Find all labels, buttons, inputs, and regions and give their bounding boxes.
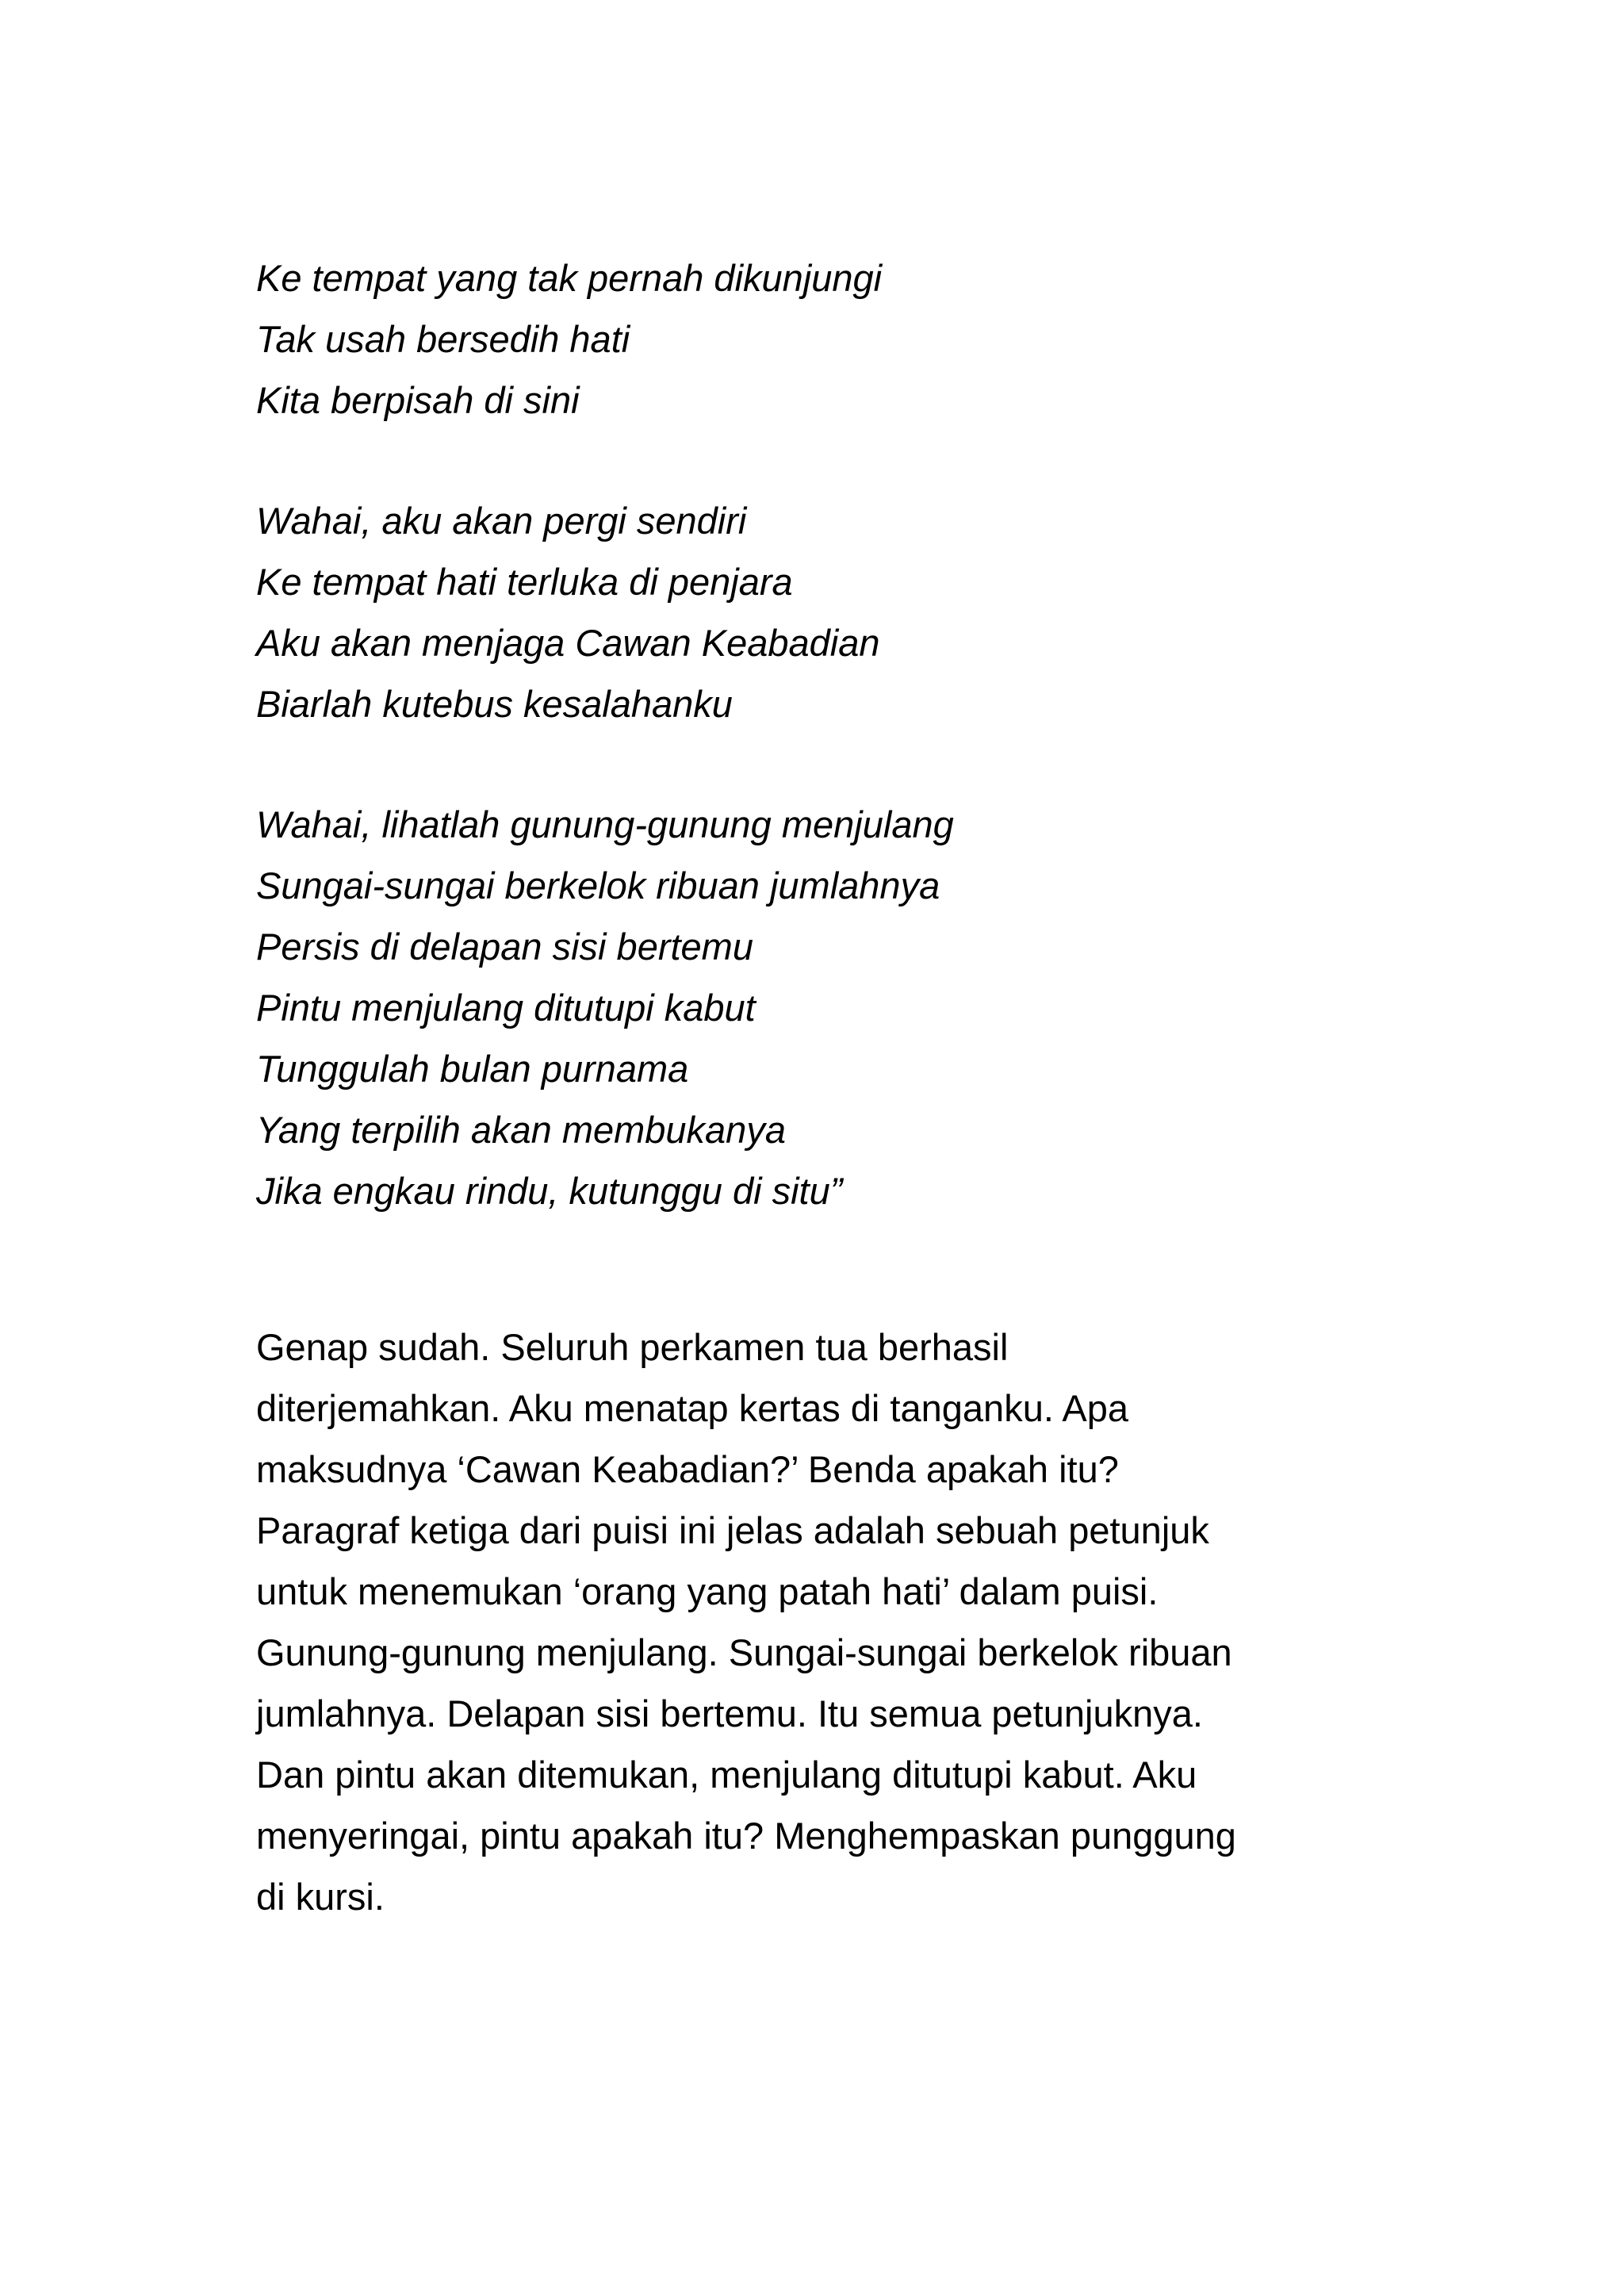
paragraph-line: menyeringai, pintu apakah itu? Menghempaskan punggung xyxy=(256,1815,1236,1857)
poem-line: Pintu menjulang ditutupi kabut xyxy=(256,987,756,1029)
paragraph-line: Paragraf ketiga dari puisi ini jelas adalah sebuah petunjuk xyxy=(256,1509,1209,1551)
poem-line: Tunggulah bulan purnama xyxy=(256,1048,689,1090)
poem-stanza-1 xyxy=(256,247,1446,431)
body-paragraph xyxy=(256,1317,1430,1927)
poem-line: Ke tempat yang tak pernah dikunjungi xyxy=(256,257,883,299)
paragraph-line: di kursi. xyxy=(256,1876,385,1918)
poem-line: Persis di delapan sisi bertemu xyxy=(256,926,753,968)
poem-line: Sungai-sungai berkelok ribuan jumlahnya xyxy=(256,864,940,907)
poem-line: Yang terpilih akan membukanya xyxy=(256,1109,786,1151)
poem-line: Wahai, aku akan pergi sendiri xyxy=(256,500,747,542)
poem-line: Aku akan menjaga Cawan Keabadian xyxy=(256,622,880,664)
paragraph-line: untuk menemukan ‘orang yang patah hati’ dalam puisi. xyxy=(256,1570,1159,1612)
poem-line: Ke tempat hati terluka di penjara xyxy=(256,561,793,603)
paragraph-line: maksudnya ‘Cawan Keabadian?’ Benda apakah itu? xyxy=(256,1448,1119,1490)
poem-line: Kita berpisah di sini xyxy=(256,379,580,421)
paragraph-line: diterjemahkan. Aku menatap kertas di tanganku. Apa xyxy=(256,1387,1128,1429)
poem-stanza-3 xyxy=(256,794,1446,1221)
paragraph-line: Gunung-gunung menjulang. Sungai-sungai berkelok ribuan xyxy=(256,1631,1232,1673)
poem-stanza-2 xyxy=(256,490,1446,734)
poem-line: Wahai, lihatlah gunung-gunung menjulang xyxy=(256,803,954,845)
paragraph-line: jumlahnya. Delapan sisi bertemu. Itu semua petunjuknya. xyxy=(256,1692,1203,1734)
paragraph-line: Dan pintu akan ditemukan, menjulang ditutupi kabut. Aku xyxy=(256,1754,1197,1796)
paragraph-line: Genap sudah. Seluruh perkamen tua berhasil xyxy=(256,1326,1009,1368)
poem-line: Jika engkau rindu, kutunggu di situ” xyxy=(256,1170,843,1212)
poem xyxy=(256,247,1446,1281)
poem-line: Tak usah bersedih hati xyxy=(256,318,630,360)
poem-line: Biarlah kutebus kesalahanku xyxy=(256,683,733,725)
